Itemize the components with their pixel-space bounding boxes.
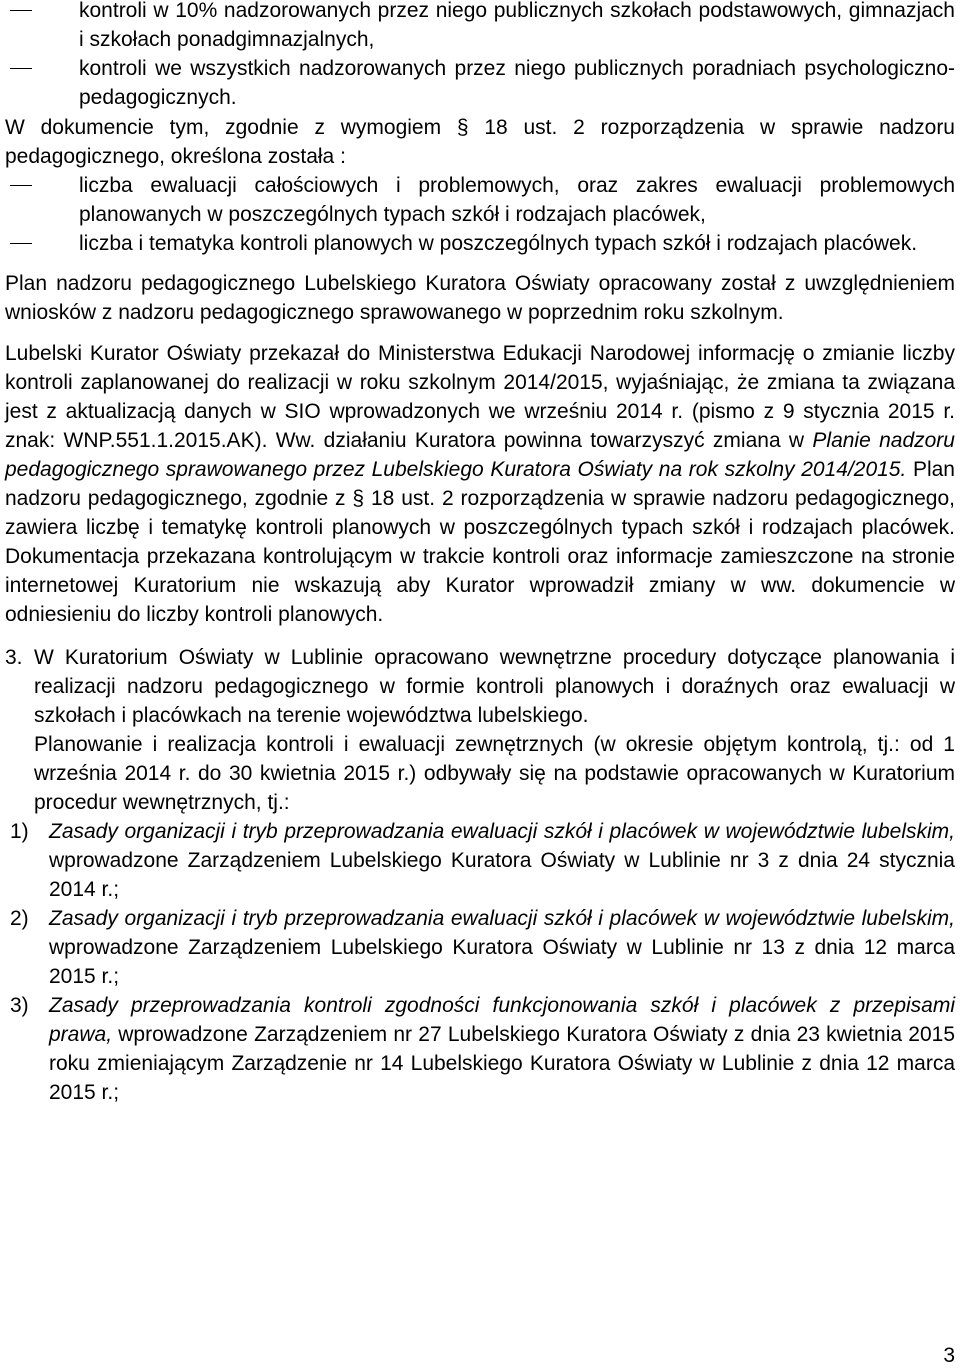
list-item: [5, 171, 955, 229]
procedure-text: wprowadzone Zarządzeniem nr 27 Lubelskiego Kuratora Oświaty z dnia 23 kwietnia 2015 roku zmieniającym Zarządzenie nr 14 Lubelskiego Kuratora Oświaty w Lublinie z dnia 12 marca 2015 r.;: [49, 1023, 955, 1104]
procedure-title: Zasady przeprowadzania kontroli zgodności funkcjonowania szkół i placówek z przepisami prawa,: [49, 994, 955, 1046]
procedure-item: [5, 817, 955, 904]
procedure-number: 3): [10, 994, 29, 1017]
procedure-text: wprowadzone Zarządzeniem Lubelskiego Kuratora Oświaty w Lublinie nr 13 z dnia 12 marca 2015 r.;: [49, 936, 955, 988]
list-item-text: liczba i tematyka kontroli planowych w poszczególnych typach szkół i rodzajach placówek.: [79, 232, 918, 255]
page-number: 3: [943, 1344, 955, 1367]
list-item-text: kontroli we wszystkich nadzorowanych przez niego publicznych poradniach psychologiczno-pedagogicznych.: [79, 57, 955, 109]
section-3: [5, 643, 955, 730]
section-3-text: W Kuratorium Oświaty w Lublinie opracowano wewnętrzne procedury dotyczące planowania i realizacji nadzoru pedagogicznego w formie kontroli planowych i doraźnych oraz ewaluacji w szkołach i placówkach na terenie województwa lubelskiego.: [34, 646, 955, 727]
paragraph-text: Lubelski Kurator Oświaty przekazał do Ministerstwa Edukacji Narodowej informację o zmianie liczby kontroli zaplanowanej do realizacji w roku szkolnym 2014/2015, wyjaśniając, że zmiana ta związana jest z aktualizacją danych w SIO wprowadzonych we wrześniu 2014 r. (pismo z 9 stycznia 2015 r. znak: WNP.551.1.2015.AK). Ww. działaniu Kuratora powinna towarzyszyć zmiana w: [5, 342, 955, 452]
procedure-number: 2): [10, 907, 29, 930]
paragraph-kurator-info: [5, 339, 955, 629]
procedure-item: [5, 991, 955, 1107]
list-item-text: kontroli w 10% nadzorowanych przez niego publicznych szkołach podstawowych, gimnazjach i szkołach ponadgimnazjalnych,: [79, 0, 955, 51]
plan-title-italic: Planie nadzoru pedagogicznego sprawowanego przez Lubelskiego Kuratora Oświaty na rok szkolny 2014/2015.: [5, 429, 955, 481]
section-number: 3.: [5, 646, 23, 669]
procedure-title: Zasady organizacji i tryb przeprowadzania ewaluacji szkół i placówek w województwie lubelskim,: [49, 907, 955, 930]
list-item-text: liczba ewaluacji całościowych i problemowych, oraz zakres ewaluacji problemowych planowanych w poszczególnych typach szkół i rodzajach placówek,: [79, 174, 955, 226]
list-item: [5, 54, 955, 112]
list-item: [5, 229, 955, 258]
paragraph-plan: Plan nadzoru pedagogicznego Lubelskiego Kuratora Oświaty opracowany został z uwzględnieniem wniosków z nadzoru pedagogicznego sprawowanego w poprzednim roku szkolnym.: [5, 272, 955, 324]
procedure-title: Zasady organizacji i tryb przeprowadzania ewaluacji szkół i placówek w województwie lubelskim,: [49, 820, 955, 843]
document-page: [5, 0, 955, 1107]
procedure-number: 1): [10, 820, 29, 843]
procedure-item: [5, 904, 955, 991]
paragraph-text: Plan nadzoru pedagogicznego, zgodnie z § 18 ust. 2 rozporządzenia w sprawie nadzoru pedagogicznego, zawiera liczbę i tematykę kontroli planowych w poszczególnych typach szkół i rodzajach placówek. Dokumentacja przekazana kontrolującym w trakcie kontroli oraz informacje zamieszczone na stronie internetowej Kuratorium nie wskazują aby Kurator wprowadził zmiany w ww. dokumencie w odniesieniu do liczby kontroli planowych.: [5, 458, 955, 626]
paragraph-doc-intro: W dokumencie tym, zgodnie z wymogiem § 18 ust. 2 rozporządzenia w sprawie nadzoru pedagogicznego, określona została :: [5, 116, 955, 168]
procedure-text: wprowadzone Zarządzeniem Lubelskiego Kuratora Oświaty w Lublinie nr 3 z dnia 24 stycznia 2014 r.;: [49, 849, 955, 901]
list-item: [5, 0, 955, 54]
section-3-subparagraph: Planowanie i realizacja kontroli i ewaluacji zewnętrznych (w okresie objętym kontrolą, tj.: od 1 września 2014 r. do 30 kwietnia 2015 r.) odbywały się na podstawie opracowanych w Kuratorium procedur wewnętrznych, tj.:: [34, 733, 955, 814]
